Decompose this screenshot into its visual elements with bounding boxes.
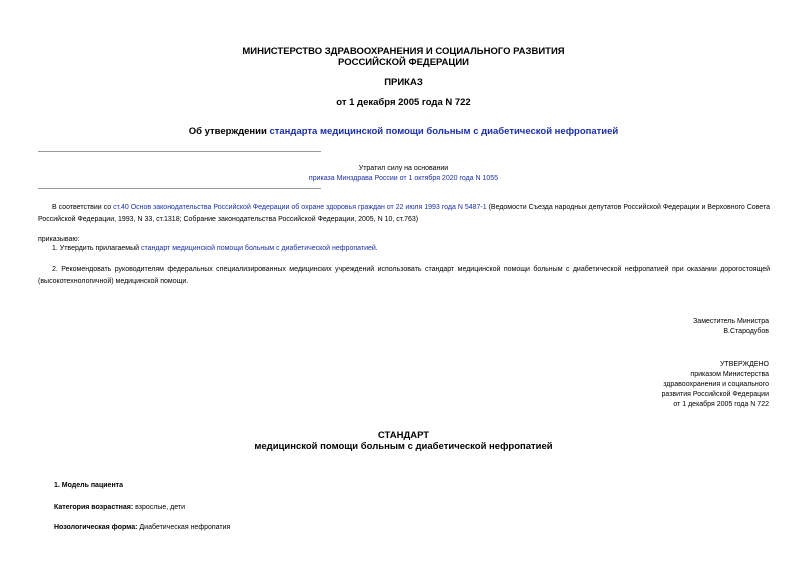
preamble-paragraph [38,202,770,226]
patient-model-heading: 1. Модель пациента [54,482,123,489]
divider-bottom [38,188,321,189]
standard-title-link[interactable]: стандарта медицинской помощи больным с диабетической нефропатией [269,126,619,137]
order-item-1-suffix: . [375,245,378,252]
age-category-label: Категория возрастная: [54,504,134,511]
order-item-1-prefix: 1. Утвердить прилагаемый [52,245,141,252]
signature-position: Заместитель Министра [693,318,769,325]
standard-subtitle: медицинской помощи больным с диабетической нефропатией [254,441,553,452]
divider-top [38,151,321,152]
order-item-1 [38,243,770,255]
repeal-order-link[interactable]: приказа Минздрава России от 1 октября 2020 года N 1055 [308,175,499,182]
law-article-link[interactable]: ст.40 Основ законодательства Российской Федерации об охране здоровья граждан от 22 июля 1993 года N 5487-1 [113,204,487,211]
ministry-line-2: РОССИЙСКОЙ ФЕДЕРАЦИИ [337,57,469,68]
status-line: Утратил силу на основании [358,165,449,172]
signature-block [693,317,769,337]
document-type: ПРИКАЗ [384,77,423,88]
document-date: от 1 декабря 2005 года N 722 [336,97,471,108]
approval-block [661,360,769,410]
order-item-2: 2. Рекомендовать руководителям федеральных специализированных медицинских учреждений использовать стандарт медицинской помощи больным с диабетической нефропатией при оказании дорогостоящей (высокотехнологичной) медицинской помощи. [38,266,770,285]
standard-link[interactable]: стандарт медицинской помощи больным с диабетической нефропатией [140,245,376,252]
ministry-line-1: МИНИСТЕРСТВО ЗДРАВООХРАНЕНИЯ И СОЦИАЛЬНОГО РАЗВИТИЯ [242,46,565,57]
document-title [0,126,807,137]
age-category-value: взрослые, дети [133,504,186,511]
approval-line-2: приказом Министерства [690,371,769,378]
signature-name: В.Стародубов [723,328,769,335]
nosological-form [54,523,230,533]
prikazyvayu-text: приказываю: [38,236,80,243]
age-category [54,503,185,513]
approval-line-3: здравоохранения и социального [663,381,769,388]
approval-line-5: от 1 декабря 2005 года N 722 [673,401,769,408]
approval-line-1: УТВЕРЖДЕНО [719,361,769,368]
preamble-suffix: (Ведомости Съезда народных депутатов Российской Федерации и Верховного Совета Российской Федерации, 1993, N 33, ст.1318; Собрание законодательства Российской Федерации, 2005, N 10, ст.763) [38,204,770,223]
nosological-form-value: Диабетическая нефропатия [137,524,231,531]
title-prefix: Об утверждении [188,126,270,137]
approval-line-4: развития Российской Федерации [661,391,769,398]
nosological-form-label: Нозологическая форма: [54,524,138,531]
preamble-prefix: В соответствии со [52,204,114,211]
standard-heading: СТАНДАРТ [377,430,430,441]
